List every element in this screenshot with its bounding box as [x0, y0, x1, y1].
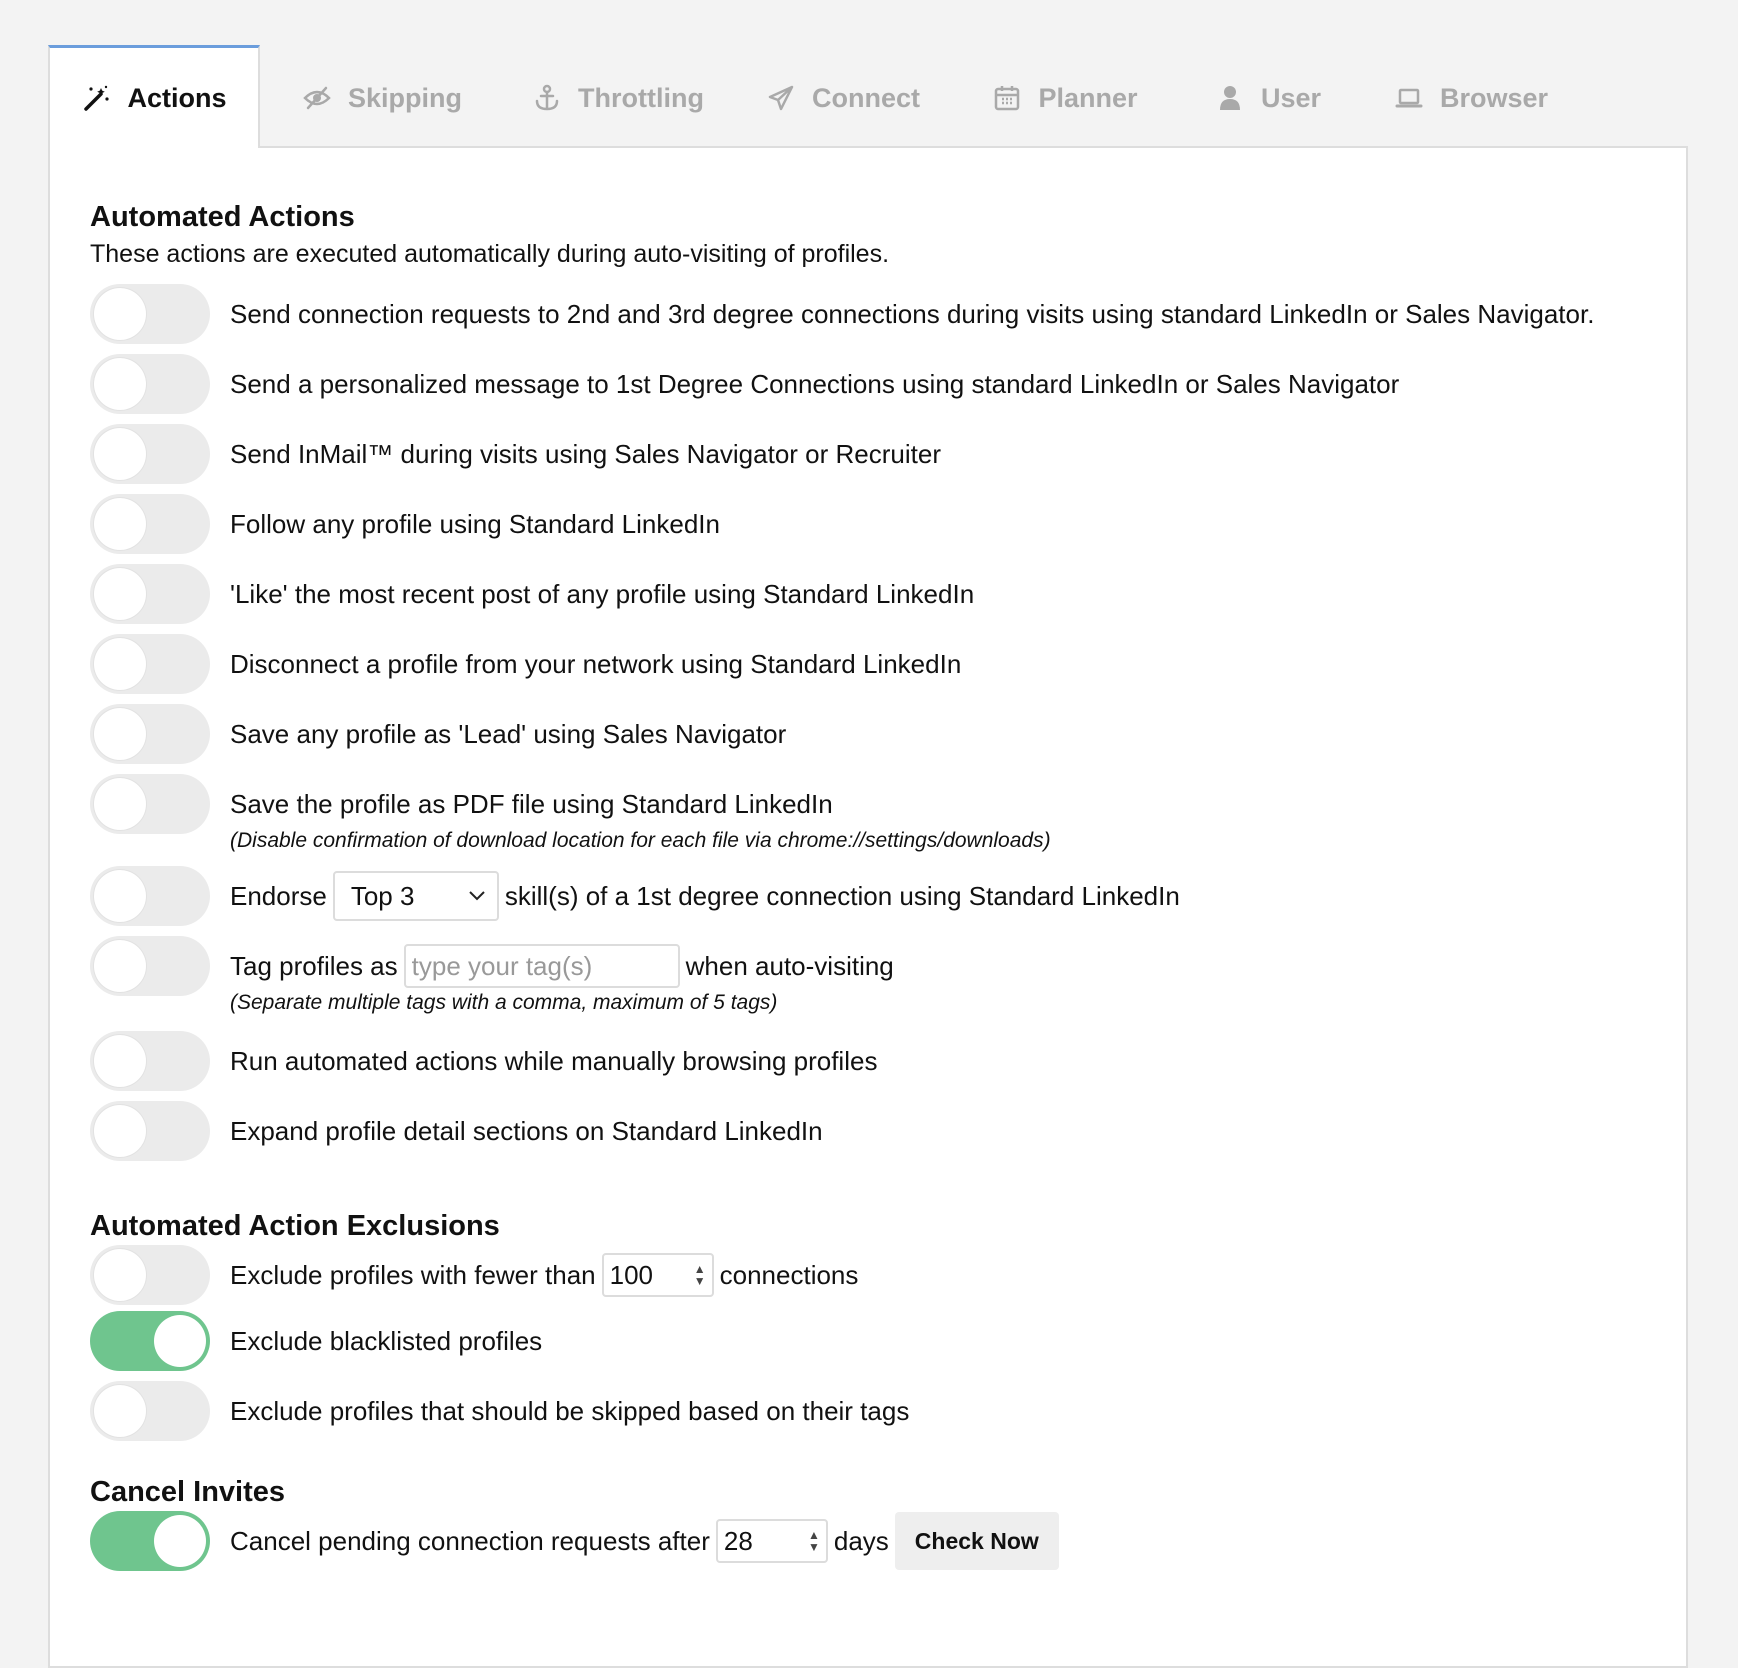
setting-row	[90, 774, 1646, 866]
endorse-prefix: Endorse	[230, 881, 327, 911]
setting-row	[90, 634, 1646, 704]
setting-row-tag	[90, 936, 1646, 1031]
setting-row	[90, 354, 1646, 424]
setting-label: Disconnect a profile from your network using Standard LinkedIn	[230, 649, 962, 679]
toggle-exclude-tag-skipped[interactable]	[90, 1381, 210, 1441]
setting-label: Exclude blacklisted profiles	[230, 1326, 543, 1356]
setting-row	[90, 1311, 1646, 1381]
automated-actions-description: These actions are executed automatically during auto-visiting of profiles.	[90, 240, 890, 268]
setting-note: (Disable confirmation of download location for each file via chrome://settings/downloads)	[230, 829, 1051, 852]
setting-row	[90, 1381, 1646, 1451]
tag-suffix: when auto-visiting	[685, 951, 894, 981]
setting-row	[90, 704, 1646, 774]
magic-wand-icon	[81, 83, 111, 113]
setting-row-cancel	[90, 1511, 1646, 1581]
laptop-icon	[1394, 83, 1424, 113]
setting-label: 'Like' the most recent post of any profile using Standard LinkedIn	[230, 579, 975, 609]
setting-label: Save any profile as 'Lead' using Sales Navigator	[230, 719, 787, 749]
cancel-days-input[interactable]	[716, 1519, 828, 1563]
calendar-icon	[992, 83, 1022, 113]
tab-user[interactable]	[1176, 48, 1360, 148]
check-now-button[interactable]: Check Now	[895, 1512, 1059, 1570]
setting-label: Run automated actions while manually browsing profiles	[230, 1046, 878, 1076]
stepper-arrows-icon[interactable]: ▲ ▼	[693, 1262, 706, 1288]
tab-planner-label: Planner	[1038, 82, 1138, 113]
tab-connect-label: Connect	[812, 82, 920, 113]
cancel-days-value: 28	[723, 1526, 753, 1556]
toggle-save-lead[interactable]	[90, 704, 210, 764]
tag-label-group	[230, 936, 894, 996]
tab-bar	[48, 45, 1688, 148]
paper-plane-icon	[766, 83, 796, 113]
toggle-send-personalized-message[interactable]	[90, 354, 210, 414]
toggle-save-pdf[interactable]	[90, 774, 210, 834]
tab-skipping[interactable]	[260, 48, 504, 148]
tab-skipping-label: Skipping	[348, 82, 462, 113]
setting-label: Expand profile detail sections on Standard LinkedIn	[230, 1116, 823, 1146]
tag-prefix: Tag profiles as	[230, 951, 398, 981]
chevron-down-icon	[467, 866, 487, 926]
fewer-value: 100	[609, 1260, 654, 1290]
toggle-send-inmail[interactable]	[90, 424, 210, 484]
exclusions-title: Automated Action Exclusions	[90, 1210, 500, 1242]
setting-label: Send InMail™ during visits using Sales Navigator or Recruiter	[230, 439, 941, 469]
toggle-exclude-fewer-connections[interactable]	[90, 1245, 210, 1305]
setting-row-fewer	[90, 1245, 1646, 1311]
tab-actions-label: Actions	[127, 82, 227, 113]
toggle-endorse-skills[interactable]	[90, 866, 210, 926]
setting-label: Follow any profile using Standard LinkedIn	[230, 509, 720, 539]
endorse-suffix: skill(s) of a 1st degree connection using Standard LinkedIn	[504, 881, 1180, 911]
setting-row	[90, 1101, 1646, 1171]
settings-container	[48, 45, 1688, 1668]
toggle-cancel-pending[interactable]	[90, 1511, 210, 1571]
cancel-invites-title: Cancel Invites	[90, 1476, 286, 1508]
user-icon	[1215, 83, 1245, 113]
stepper-arrows-icon[interactable]: ▲ ▼	[807, 1528, 820, 1554]
setting-row	[90, 494, 1646, 564]
toggle-disconnect-profile[interactable]	[90, 634, 210, 694]
tab-actions[interactable]	[48, 45, 260, 148]
eye-slash-icon	[302, 83, 332, 113]
toggle-send-connection-requests[interactable]	[90, 284, 210, 344]
cancel-suffix: days	[833, 1526, 889, 1556]
setting-label: Send a personalized message to 1st Degree Connections using standard LinkedIn or Sales Navigator	[230, 369, 1400, 399]
actions-panel	[48, 148, 1688, 1668]
automated-actions-title: Automated Actions	[90, 201, 355, 233]
fewer-label-group	[230, 1245, 858, 1305]
toggle-like-post[interactable]	[90, 564, 210, 624]
tab-user-label: User	[1260, 82, 1322, 113]
fewer-prefix: Exclude profiles with fewer than	[230, 1260, 596, 1290]
anchor-icon	[532, 83, 562, 113]
endorse-label-group	[230, 866, 1180, 926]
setting-label: Send connection requests to 2nd and 3rd degree connections during visits using standard LinkedIn or Sales Navigator.	[230, 299, 1595, 329]
tab-bar-divider	[48, 146, 1688, 148]
setting-label: Save the profile as PDF file using Standard LinkedIn	[230, 789, 833, 819]
endorse-skills-select[interactable]	[333, 871, 499, 921]
setting-row	[90, 1031, 1646, 1101]
toggle-expand-sections[interactable]	[90, 1101, 210, 1161]
tab-browser-label: Browser	[1439, 82, 1549, 113]
setting-row	[90, 564, 1646, 634]
tab-throttling[interactable]	[504, 48, 732, 148]
tab-browser[interactable]	[1360, 48, 1582, 148]
tag-note: (Separate multiple tags with a comma, maximum of 5 tags)	[230, 991, 778, 1014]
toggle-tag-profiles[interactable]	[90, 936, 210, 996]
fewer-connections-input[interactable]	[602, 1253, 714, 1297]
tab-throttling-label: Throttling	[578, 82, 704, 113]
setting-label: Exclude profiles that should be skipped based on their tags	[230, 1396, 910, 1426]
setting-row-endorse	[90, 866, 1646, 936]
cancel-label-group	[230, 1511, 1059, 1571]
toggle-follow-profile[interactable]	[90, 494, 210, 554]
fewer-suffix: connections	[719, 1260, 859, 1290]
cancel-prefix: Cancel pending connection requests after	[230, 1526, 710, 1556]
toggle-run-while-browsing[interactable]	[90, 1031, 210, 1091]
tab-connect[interactable]	[732, 48, 954, 148]
tag-input[interactable]	[404, 944, 680, 988]
setting-row	[90, 424, 1646, 494]
setting-row	[90, 284, 1646, 354]
tab-planner[interactable]	[954, 48, 1176, 148]
toggle-exclude-blacklisted[interactable]	[90, 1311, 210, 1371]
endorse-select-value: Top 3	[350, 881, 415, 911]
